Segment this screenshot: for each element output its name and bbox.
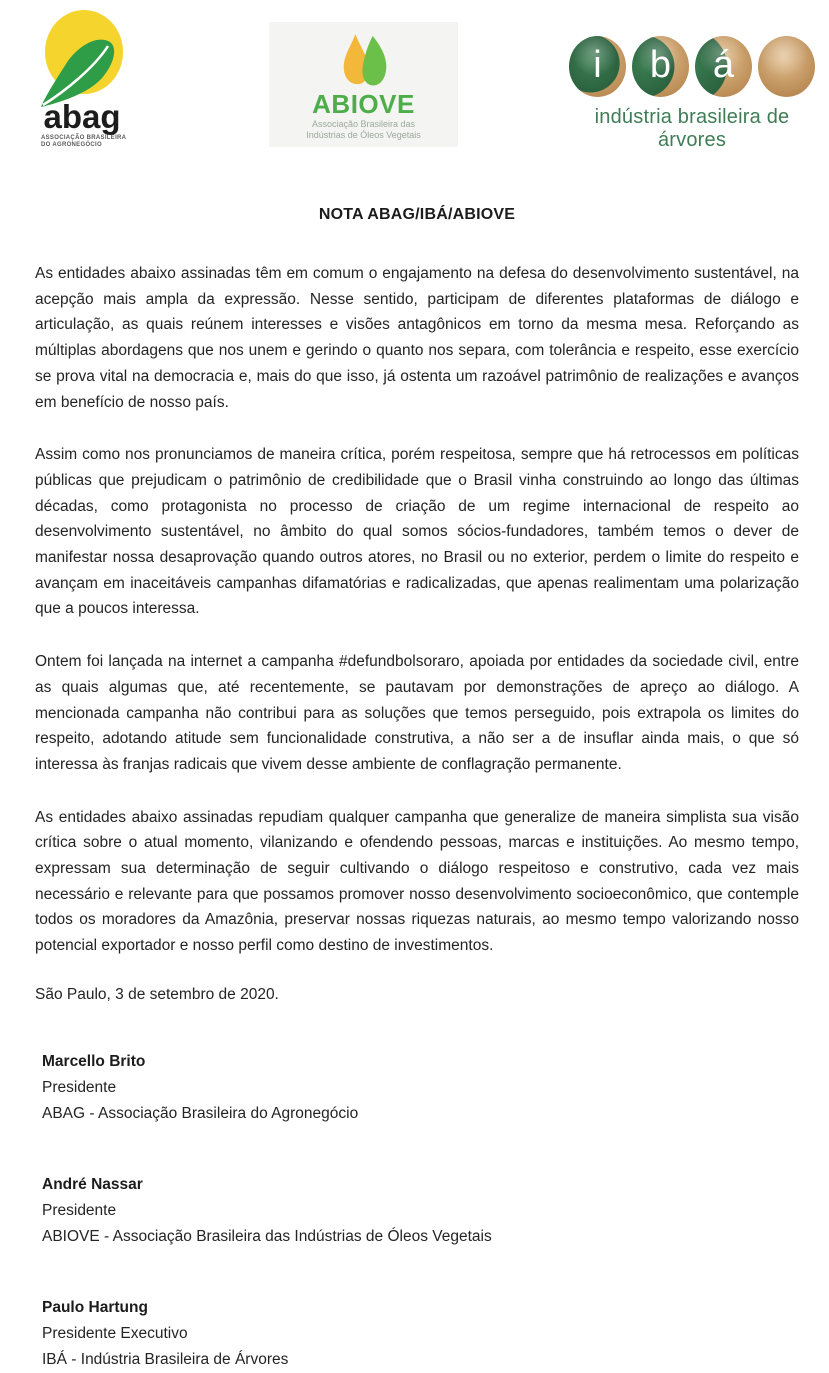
iba-sphere-b [632,36,689,97]
abiove-subtitle-line1: Associação Brasileira das [311,119,416,129]
iba-sphere-a [695,36,752,97]
iba-letter-a: á [712,43,735,86]
abiove-droplet-leaf-icon [332,33,396,89]
iba-subtitle: indústria brasileira de árvores [594,106,790,151]
abag-logo [34,10,130,149]
logos-header [0,0,829,172]
signature-block-iba [35,1295,799,1373]
signatory-name: André Nassar [42,1175,143,1193]
abiove-wordmark: ABIOVE [312,89,415,119]
signatory-name: Marcello Brito [42,1052,146,1070]
signatory-org: ABIOVE - Associação Brasileira das Indústrias de Óleos Vegetais [42,1227,492,1245]
abag-caption-line2: DO AGRONEGÓCIO [41,142,102,148]
note-paragraph-3: Ontem foi lançada na internet a campanha #defundbolsoraro, apoiada por entidades da sociedade civil, entre as quais algumas que, até recentemente, se pautavam por demonstrações de apreço ao diálogo. A mencionada campanha não contribui para as soluções que temos perseguido, pois extrapola os limites do respeito, adotando atitude sem funcionalidade construtiva, a não ser a de insuflar ainda mais, o que só interessa às franjas radicais que vivem desse ambiente de conflagração permanente. [35,653,799,773]
note-paragraph-2: Assim como nos pronunciamos de maneira crítica, porém respeitosa, sempre que há retrocessos em políticas públicas que prejudicam o patrimônio de credibilidade que o Brasil vinha construindo ao longo das últimas décadas, como protagonista no processo de criação de um regime internacional de respeito ao desenvolvimento sustentável, no âmbito do qual somos sócios-fundadores, também temos o dever de manifestar nossa desaprovação quando outros atores, no Brasil ou no exterior, perdem o limite do respeito e avançam em inaceitáveis campanhas difamatórias e radicalizadas, que apenas realimentam uma polarização que a poucos interessa. [35,446,799,618]
abag-caption-line1: ASSOCIAÇÃO BRASILEIRA [41,135,127,141]
signatory-org: ABAG - Associação Brasileira do Agronegócio [42,1104,359,1122]
iba-sphere-plain [758,36,815,97]
dateline: São Paulo, 3 de setembro de 2020. [35,985,279,1003]
iba-sphere-i [569,36,626,97]
iba-letter-b: b [649,43,672,86]
note-paragraph-4: As entidades abaixo assinadas repudiam qualquer campanha que generalize de maneira simplista sua visão crítica sobre o atual momento, vilanizando e ofendendo pessoas, marcas e instituições. Ao mesmo tempo, expressam sua determinação de seguir cultivando o diálogo respeitoso e construtivo, cada vez mais necessário e relevante para que possamos promover nosso desenvolvimento socioeconômico, que contemple todos os moradores da Amazônia, preservar nossas riquezas naturais, ao mesmo tempo valorizando nosso potencial exportador e nosso perfil como destino de investimentos. [35,808,799,955]
signatory-name: Paulo Hartung [42,1298,148,1316]
note-body [0,206,829,1373]
note-paragraph-1: As entidades abaixo assinadas têm em comum o engajamento na defesa do desenvolvimento sustentável, na acepção mais ampla da expressão. Nesse sentido, participam de diferentes plataformas de diálogo e articulação, as quais reúnem interesses e visões antagônicos em torno da mesma mesa. Reforçando as múltiplas abordagens que nos unem e gerindo o quanto nos separa, com tolerância e respeito, esse exercício se prova vital na democracia e, mais do que isso, já ostenta um razoável patrimônio de realizações e avanços em benefício de nosso país. [35,265,799,411]
abiove-subtitle-line2: Indústrias de Óleos Vegetais [306,129,421,140]
abag-wordmark: abag [43,98,121,135]
signatory-role: Presidente Executivo [42,1324,188,1342]
abiove-logo [269,22,458,147]
abag-caption [34,135,130,149]
abiove-subtitle [306,119,421,140]
iba-logo [563,36,821,152]
signatory-org: IBÁ - Indústria Brasileira de Árvores [42,1350,289,1368]
iba-spheres-icon [563,36,821,97]
abag-leaf-circle-icon [37,10,127,110]
note-title: NOTA ABAG/IBÁ/ABIOVE [318,206,516,223]
iba-letter-i: i [593,43,602,86]
signature-block-abiove [35,1172,799,1250]
signature-block-abag [35,1049,799,1127]
signatory-role: Presidente [42,1201,117,1219]
signatory-role: Presidente [42,1078,117,1096]
